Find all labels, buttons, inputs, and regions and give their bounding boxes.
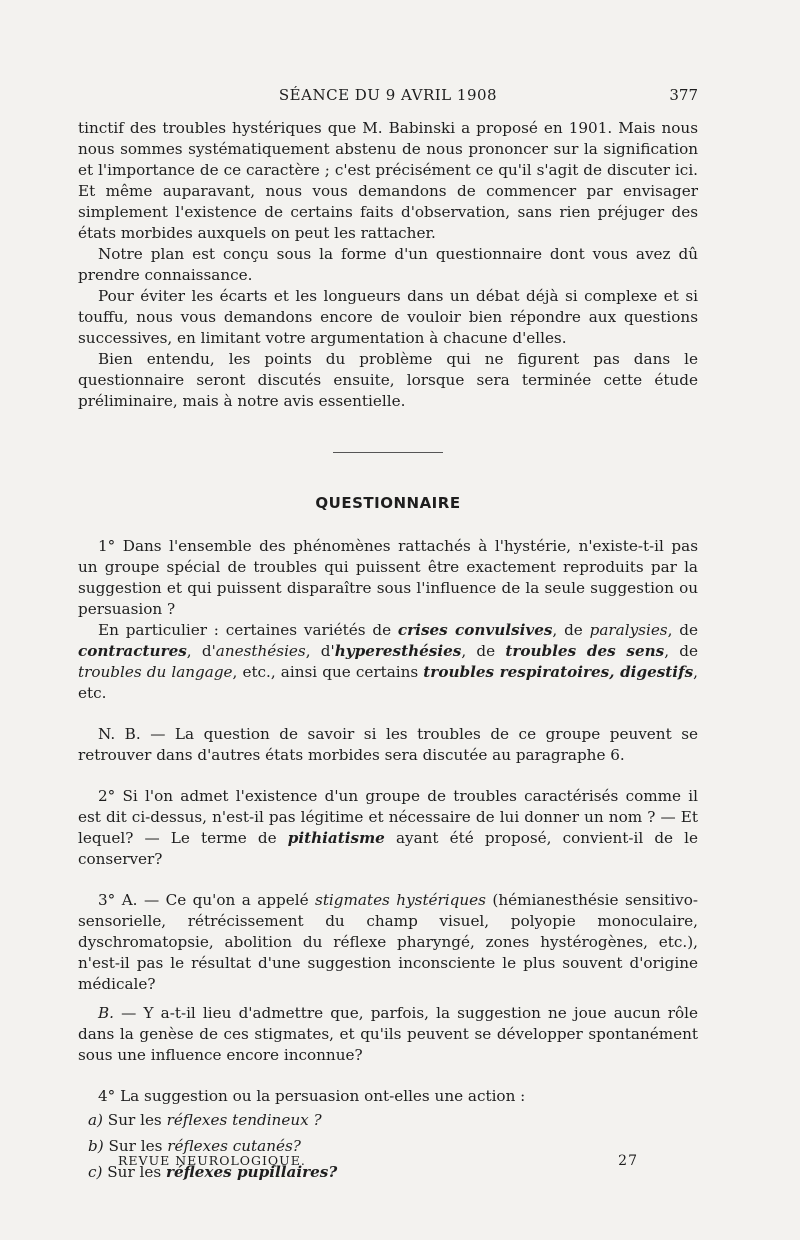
question-4: 4° La suggestion ou la persuasion ont-elles une action : — [98, 1087, 526, 1105]
running-title: SÉANCE DU 9 AVRIL 1908 — [278, 86, 498, 104]
intro-paragraph-2: Notre plan est conçu sous la forme d'un questionnaire dont vous avez dû prendre connaissance. — [78, 245, 698, 284]
section-divider — [333, 452, 443, 453]
page-number: 377 — [669, 86, 698, 104]
page-footer — [118, 1153, 638, 1173]
question-3b: B. — Y a-t-il lieu d'admettre que, parfois, la suggestion ne joue aucun rôle dans la genèse de ces stigmates, et qu'ils peuvent se développer spontanément sous une influence encore inconnue? — [78, 1004, 698, 1064]
question-1-detail: En particulier : certaines variétés de crises convulsives, de paralysies, de contractures, d'anesthésies, d'hyperesthésies, de troubles des sens, de troubles du langage, etc., ainsi que certains troubles respiratoires, digestifs, etc. — [78, 621, 698, 702]
intro-paragraph-3: Pour éviter les écarts et les longueurs dans un débat déjà si complexe et si touffu, nous vous demandons encore de vouloir bien répondre aux questions successives, en limitant votre argumentation à chacune d'elles. — [78, 287, 698, 347]
running-header — [78, 86, 698, 108]
question-4-item-b: b) Sur les réflexes cutanés? — [88, 1137, 301, 1155]
question-4-item-c: c) Sur les réflexes pupillaires? — [88, 1163, 338, 1181]
question-1: 1° Dans l'ensemble des phénomènes rattachés à l'hystérie, n'existe-t-il pas un groupe spécial de troubles qui puissent être exactement reproduits par la suggestion et qui puissent disparaître sous l'influence de la seule suggestion ou persuasion ? — [78, 537, 698, 618]
signature-mark: 27 — [618, 1153, 638, 1169]
page-body — [78, 118, 698, 1185]
intro-paragraph-1: tinctif des troubles hystériques que M. Babinski a proposé en 1901. Mais nous nous sommes systématiquement abstenu de nous prononcer sur la signification et l'importance de ce caractère ; c'est précisément ce qu'il s'agit de discuter ici. Et même auparavant, nous vous demandons de commencer par envisager simplement l'existence de certains faits d'observation, sans rien préjuger des états morbides auxquels on peut les rattacher. — [78, 119, 698, 242]
journal-name: REVUE NEUROLOGIQUE. — [118, 1153, 306, 1168]
question-2: 2° Si l'on admet l'existence d'un groupe de troubles caractérisés comme il est dit ci-dessus, n'est-il pas légitime et nécessaire de lui donner un nom ? — Et lequel? — Le terme de pithiatisme ayant été proposé, convient-il de le conserver? — [78, 787, 698, 868]
question-4-item-a: a) Sur les réflexes tendineux ? — [88, 1111, 322, 1129]
question-3a: 3° A. — Ce qu'on a appelé stigmates hystériques (hémianesthésie sensitivo-sensorielle, rétrécissement du champ visuel, polyopie monoculaire, dyschromatopsie, abolition du réflexe pharyngé, zones hystérogènes, etc.), n'est-il pas le résultat d'une suggestion inconsciente le plus souvent d'origine médicale? — [78, 891, 698, 993]
questionnaire-title: QUESTIONNAIRE — [315, 494, 461, 512]
note-nb: N. B. — La question de savoir si les troubles de ce groupe peuvent se retrouver dans d'autres états morbides sera discutée au paragraphe 6. — [78, 725, 698, 764]
intro-paragraph-4: Bien entendu, les points du problème qui ne figurent pas dans le questionnaire seront discutés ensuite, lorsque sera terminée cette étude préliminaire, mais à notre avis essentielle. — [78, 350, 698, 410]
